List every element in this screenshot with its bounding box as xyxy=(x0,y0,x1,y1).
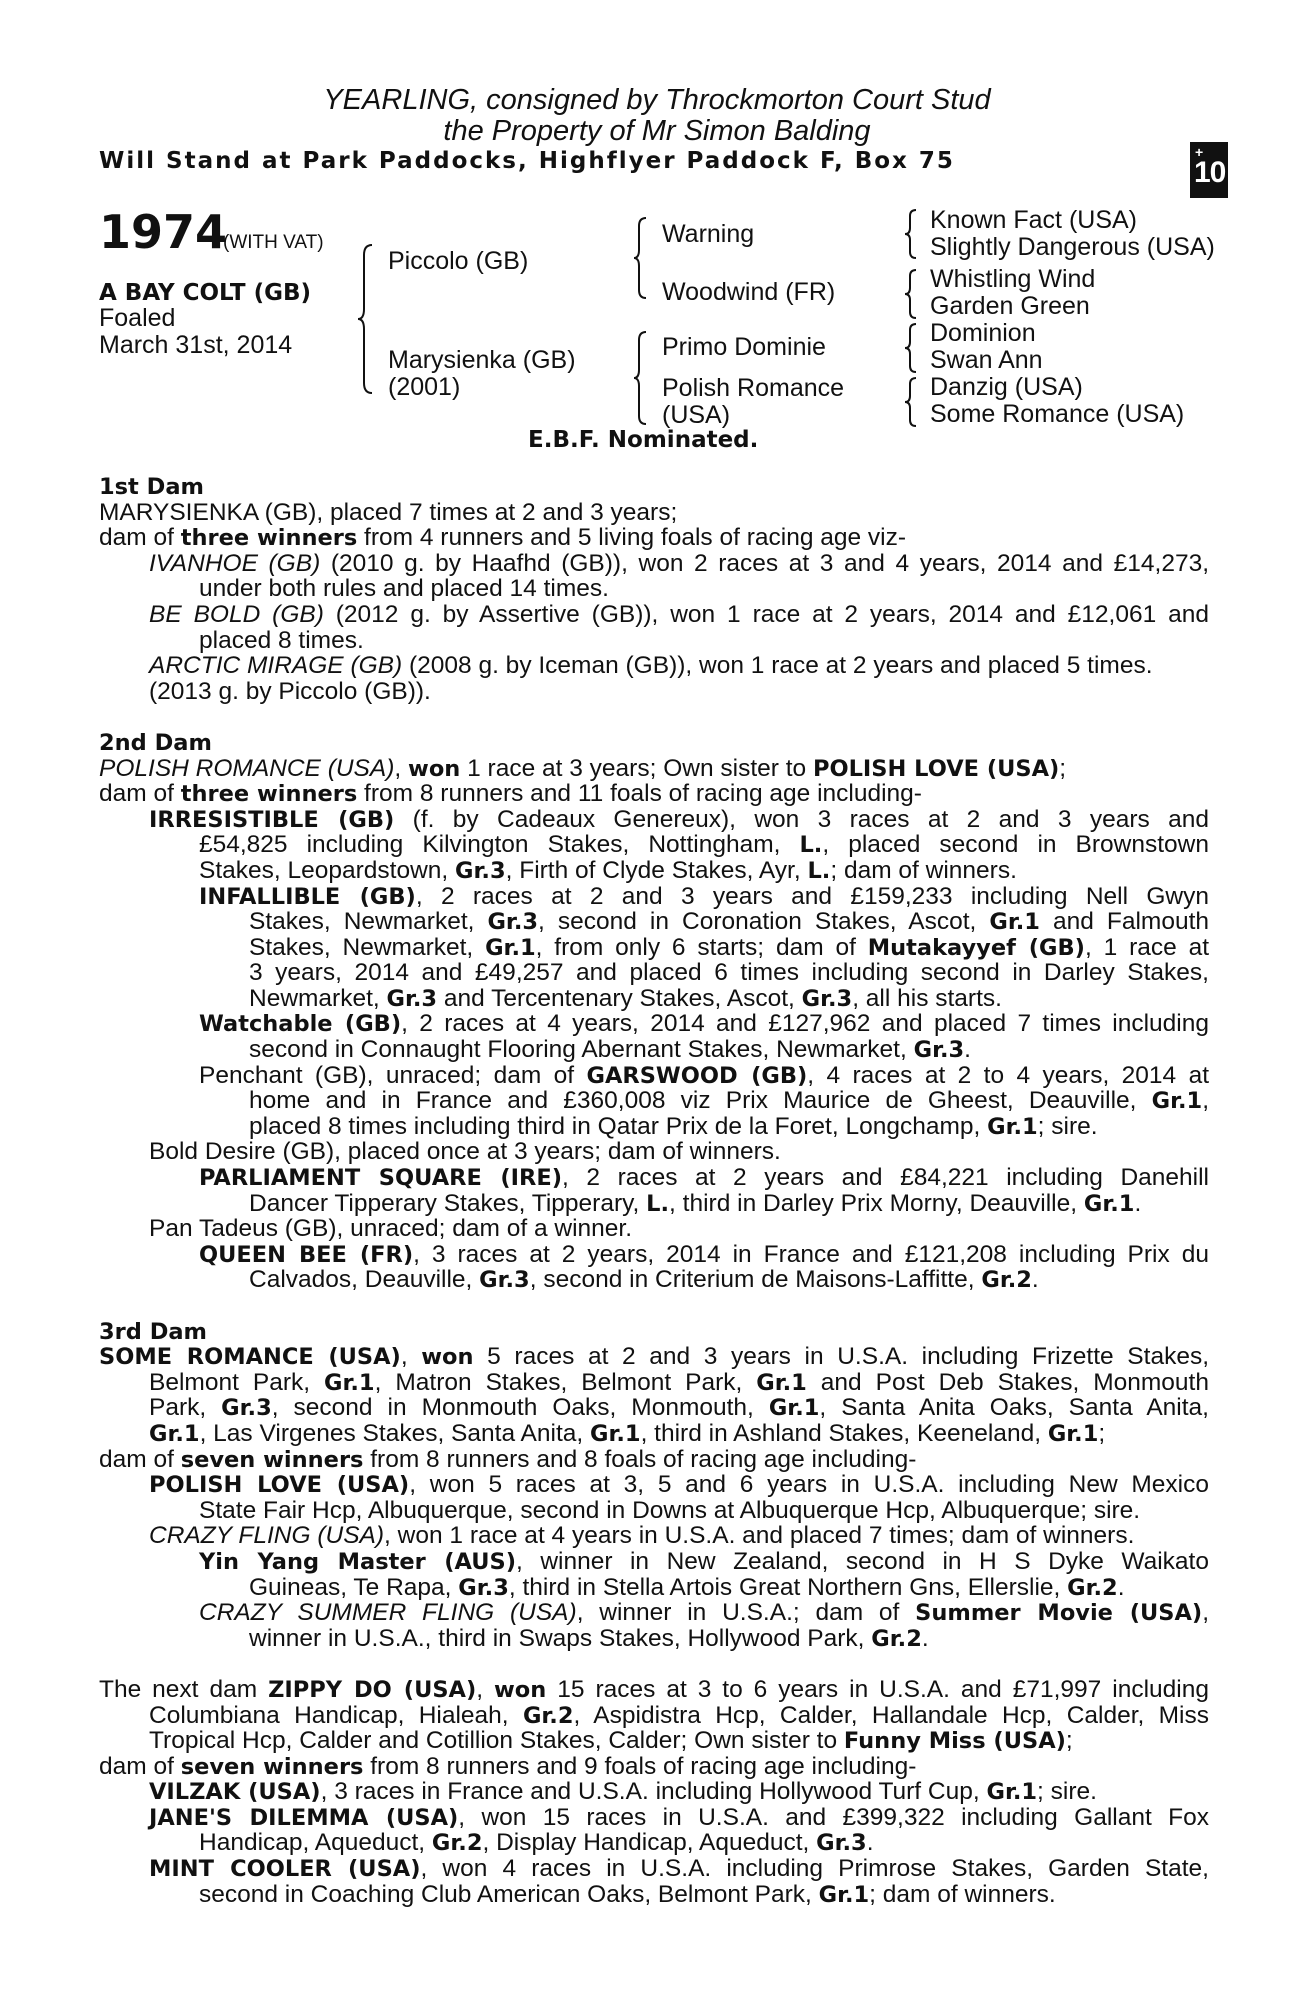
pedigree-line xyxy=(99,1191,1209,1217)
line-text: , xyxy=(1202,1087,1209,1115)
ss-sire: Known Fact (USA) xyxy=(930,206,1138,234)
line-text: , won 15 races in U.S.A. and £399,322 including Gallant Fox xyxy=(458,1803,1209,1831)
dam-dam-country: (USA) xyxy=(662,401,731,429)
pedigree-line xyxy=(99,1344,1209,1370)
dam: Marysienka (GB) xyxy=(388,346,576,374)
ds-bracket-icon xyxy=(905,322,921,374)
pedigree-line xyxy=(99,474,1209,500)
line-text: , 2 races at 4 years, 2014 and £127,962 and placed 7 times including xyxy=(401,1010,1209,1038)
line-text: . xyxy=(1031,1266,1039,1294)
bold-text: Gr.3 xyxy=(913,1037,965,1064)
line-text: ; dam of winners. xyxy=(830,856,1017,884)
bold-text: Gr.3 xyxy=(487,909,539,936)
sire-dam-bracket-icon xyxy=(358,243,378,395)
pedigree-line xyxy=(99,909,1209,935)
line-text: , won 4 races in U.S.A. including Primrose Stakes, Garden State, xyxy=(420,1855,1209,1883)
pedigree-line xyxy=(99,986,1209,1012)
line-text: from 4 runners and 5 living foals of racing age viz- xyxy=(357,524,907,552)
line-text: Handicap, Aqueduct, xyxy=(199,1829,432,1857)
sd-bracket-icon xyxy=(905,268,921,320)
pedigree-line xyxy=(99,653,1209,679)
pedigree-notes xyxy=(99,474,1209,1907)
line-text: £54,825 including Kilvington Stakes, Nottingham, xyxy=(199,831,800,859)
italic-text: BE BOLD (GB) xyxy=(149,600,324,628)
line-text: Dancer Tipperary Stakes, Tipperary, xyxy=(249,1189,647,1217)
bold-text: Gr.3 xyxy=(386,985,438,1012)
pedigree-line xyxy=(99,1754,1209,1780)
line-text: ; xyxy=(1059,754,1067,782)
line-text: , second in Coronation Stakes, Ascot, xyxy=(538,908,990,936)
bold-text: Gr.1 xyxy=(818,1881,870,1908)
bold-text: Gr.3 xyxy=(816,1830,867,1857)
bold-text: Yin Yang Master (AUS) xyxy=(199,1548,516,1575)
pedigree-line xyxy=(99,1370,1209,1396)
sire: Piccolo (GB) xyxy=(388,247,529,275)
pedigree-line xyxy=(99,1088,1209,1114)
line-text: , xyxy=(1202,1599,1210,1627)
pedigree-line xyxy=(99,525,1209,551)
bold-text: Gr.3 xyxy=(801,985,853,1012)
pedigree-line xyxy=(99,1856,1209,1882)
line-text: Penchant (GB), unraced; dam of xyxy=(199,1061,587,1089)
line-text: , winner in U.S.A.; dam of xyxy=(576,1599,916,1627)
bold-text: three winners xyxy=(180,781,358,808)
pedigree-line xyxy=(99,500,1209,526)
line-text: Guineas, Te Rapa, xyxy=(249,1573,459,1601)
line-text: , won 1 race at 4 years in U.S.A. and placed 7 times; dam of winners. xyxy=(384,1522,1135,1550)
ds-sire: Dominion xyxy=(930,319,1036,347)
pedigree-line xyxy=(99,1011,1209,1037)
line-text: , 2 races at 2 and 3 years and £159,233 including Nell Gwyn xyxy=(415,882,1210,910)
line-text: dam of xyxy=(99,524,181,552)
badge-plus: + xyxy=(1195,144,1204,160)
bold-text: Watchable (GB) xyxy=(199,1011,402,1038)
line-text: dam of xyxy=(99,1445,181,1473)
bold-text: INFALLIBLE (GB) xyxy=(199,883,416,910)
pedigree-line xyxy=(99,1242,1209,1268)
pedigree-line xyxy=(99,756,1209,782)
bold-text: Gr.1 xyxy=(1083,1190,1135,1217)
pedigree-line xyxy=(99,1600,1209,1626)
line-text: Tropical Hcp, Calder and Cotillion Stakes, Calder; Own sister to xyxy=(149,1727,844,1755)
bold-text: seven winners xyxy=(180,1753,364,1780)
line-text: from 8 runners and 8 foals of racing age including- xyxy=(363,1445,917,1473)
line-text: , second in Criterium de Maisons-Laffitte, xyxy=(529,1266,982,1294)
sd-dam: Garden Green xyxy=(930,292,1090,320)
lot-description: A BAY COLT (GB) xyxy=(99,280,312,306)
line-text: , placed second in Brownstown xyxy=(822,831,1210,859)
pedigree-line xyxy=(99,730,1209,756)
sd-sire: Whistling Wind xyxy=(930,265,1096,293)
line-text: , all his starts. xyxy=(852,984,1002,1012)
line-text: 1 race at 3 years; Own sister to xyxy=(460,754,813,782)
bold-text: Gr.1 xyxy=(989,909,1040,936)
line-text: , third in Stella Artois Great Northern Gns, Ellerslie, xyxy=(508,1573,1068,1601)
bold-text: three winners xyxy=(180,525,358,552)
owner-line: the Property of Mr Simon Balding xyxy=(443,115,871,147)
pedigree-line xyxy=(99,551,1209,577)
pedigree-line xyxy=(99,884,1209,910)
bold-text: L. xyxy=(646,1190,670,1217)
bold-text: PARLIAMENT SQUARE (IRE) xyxy=(199,1165,563,1192)
line-text: (f. by Cadeaux Genereux), won 3 races at 2 and 3 years and xyxy=(394,805,1209,833)
line-text: , Aspidistra Hcp, Calder, Hallandale Hcp, Calder, Miss xyxy=(573,1701,1209,1729)
bold-text: Gr.2 xyxy=(1067,1574,1118,1601)
bold-text: ZIPPY DO (USA) xyxy=(268,1676,477,1703)
bold-text: seven winners xyxy=(180,1446,364,1473)
pedigree-line xyxy=(99,1830,1209,1856)
line-text: , second in Monmouth Oaks, Monmouth, xyxy=(271,1394,769,1422)
pedigree-line xyxy=(99,858,1209,884)
line-text: The next dam xyxy=(99,1675,269,1703)
bold-text: won xyxy=(421,1344,474,1371)
line-text: (2008 g. by Iceman (GB)), won 1 race at 2 years and placed 5 times. xyxy=(402,652,1153,680)
bold-text: IRRESISTIBLE (GB) xyxy=(149,806,395,833)
bold-text: Gr.1 xyxy=(986,1779,1038,1806)
pedigree-line xyxy=(99,1447,1209,1473)
pedigree-line xyxy=(99,679,1209,705)
pedigree-line xyxy=(99,960,1209,986)
line-text: . xyxy=(866,1829,874,1857)
line-text: . xyxy=(964,1036,971,1064)
pedigree-line xyxy=(99,1498,1209,1524)
bold-text: VILZAK (USA) xyxy=(149,1779,321,1806)
line-text: , 2 races at 2 years and £84,221 including Danehill xyxy=(562,1164,1210,1192)
lot-number: 1974 xyxy=(99,205,228,259)
pedigree-line xyxy=(99,1626,1209,1652)
line-text: (2010 g. by Haafhd (GB)), won 2 races at 3 and 4 years, 2014 and £14,273, xyxy=(320,549,1209,577)
line-text: Belmont Park, xyxy=(149,1368,325,1396)
bold-text: Gr.1 xyxy=(756,1369,807,1396)
pedigree-line xyxy=(99,1165,1209,1191)
line-text: MARYSIENKA (GB), placed 7 times at 2 and 3 years; xyxy=(99,498,678,526)
vat-note: (WITH VAT) xyxy=(223,232,324,253)
pedigree-line xyxy=(99,1063,1209,1089)
line-text: , winner in New Zealand, second in H S Dyke Waikato xyxy=(516,1547,1209,1575)
spacer xyxy=(99,704,1209,730)
line-text: , third in Ashland Stakes, Keeneland, xyxy=(640,1419,1048,1447)
spacer xyxy=(99,1651,1209,1677)
line-text: and Tercentenary Stakes, Ascot, xyxy=(437,984,802,1012)
bold-text: Gr.1 xyxy=(485,934,536,961)
pedigree-line xyxy=(99,628,1209,654)
sire-sire: Warning xyxy=(662,220,755,248)
bold-text: JANE'S DILEMMA (USA) xyxy=(149,1804,459,1831)
pedigree-line xyxy=(99,1037,1209,1063)
pedigree-line xyxy=(99,1139,1209,1165)
pedigree-line xyxy=(99,1805,1209,1831)
dd-sire: Danzig (USA) xyxy=(930,373,1083,401)
line-text: , Las Virgenes Stakes, Santa Anita, xyxy=(199,1419,590,1447)
bold-text: Gr.1 xyxy=(768,1395,820,1422)
line-text: Stakes, Newmarket, xyxy=(249,908,488,936)
bold-text: won xyxy=(494,1676,547,1703)
bold-text: Gr.2 xyxy=(522,1702,574,1729)
line-text: and Falmouth xyxy=(1039,908,1209,936)
line-text: (2013 g. by Piccolo (GB)). xyxy=(149,677,431,705)
bold-text: SOME ROMANCE (USA) xyxy=(99,1344,401,1371)
line-text: dam of xyxy=(99,780,181,808)
line-text: dam of xyxy=(99,1752,181,1780)
consignor-line: YEARLING, consigned by Throckmorton Court Stud xyxy=(323,84,991,116)
line-text: 3 years, 2014 and £49,257 and placed 6 times including second in Darley Stakes, xyxy=(249,959,1209,987)
lot-badge-icon xyxy=(1190,142,1228,198)
bold-text: Gr.3 xyxy=(221,1395,272,1422)
line-text: ; xyxy=(1098,1419,1106,1447)
dam-year: (2001) xyxy=(388,373,461,401)
line-text: , third in Darley Prix Morny, Deauville, xyxy=(669,1189,1084,1217)
bold-text: won xyxy=(408,755,461,782)
line-text: second in Connaught Flooring Abernant Stakes, Newmarket, xyxy=(249,1036,914,1064)
line-text: from 8 runners and 11 foals of racing age including- xyxy=(357,780,922,808)
line-text: , xyxy=(394,754,409,782)
line-text: 5 races at 2 and 3 years in U.S.A. including Frizette Stakes, xyxy=(473,1343,1209,1371)
pedigree-line xyxy=(99,1575,1209,1601)
stand-location: Will Stand at Park Paddocks, Highflyer Paddock F, Box 75 xyxy=(99,148,955,174)
pedigree-line xyxy=(99,1421,1209,1447)
line-text: , Firth of Clyde Stakes, Ayr, xyxy=(505,856,808,884)
bold-text: Gr.1 xyxy=(324,1369,375,1396)
bold-text: 3rd Dam xyxy=(99,1318,207,1345)
line-text: . xyxy=(1134,1189,1142,1217)
line-text: , xyxy=(400,1343,422,1371)
bold-text: QUEEN BEE (FR) xyxy=(199,1241,414,1268)
line-text: , won 5 races at 3, 5 and 6 years in U.S.A. including New Mexico xyxy=(409,1471,1209,1499)
pedigree-line xyxy=(99,781,1209,807)
spacer xyxy=(99,1293,1209,1319)
line-text: , Display Handicap, Aqueduct, xyxy=(482,1829,817,1857)
ebf-nomination: E.B.F. Nominated. xyxy=(528,427,759,453)
line-text: ; sire. xyxy=(1037,1112,1098,1140)
line-text: ; xyxy=(1065,1727,1073,1755)
bold-text: Gr.1 xyxy=(149,1420,200,1447)
foaled-label: Foaled xyxy=(99,304,176,332)
pedigree-line xyxy=(99,1677,1209,1703)
pedigree-line xyxy=(99,1216,1209,1242)
line-text: Stakes, Leopardstown, xyxy=(199,856,456,884)
pedigree-line xyxy=(99,1779,1209,1805)
pedigree-line xyxy=(99,576,1209,602)
pedigree-line xyxy=(99,1319,1209,1345)
line-text: under both rules and placed 14 times. xyxy=(199,575,609,603)
pedigree-line xyxy=(99,1549,1209,1575)
bold-text: Gr.1 xyxy=(1047,1420,1099,1447)
line-text: , Santa Anita Oaks, Santa Anita, xyxy=(819,1394,1209,1422)
bold-text: Gr.3 xyxy=(479,1267,530,1294)
dam-dam: Polish Romance xyxy=(662,374,845,402)
line-text: from 8 runners and 9 foals of racing age including- xyxy=(363,1752,917,1780)
bold-text: Gr.2 xyxy=(431,1830,483,1857)
line-text: Park, xyxy=(149,1394,222,1422)
line-text: ; sire. xyxy=(1037,1778,1097,1806)
pedigree-line xyxy=(99,1882,1209,1908)
line-text: home and in France and £360,008 viz Prix Maurice de Gheest, Deauville, xyxy=(249,1087,1152,1115)
pedigree-line xyxy=(99,1472,1209,1498)
bold-text: 2nd Dam xyxy=(99,729,212,756)
sire-parents-bracket-icon xyxy=(634,216,652,300)
line-text: placed 8 times. xyxy=(199,626,364,654)
line-text: , 4 races at 2 to 4 years, 2014 at xyxy=(807,1061,1209,1089)
line-text: , 1 race at xyxy=(1084,933,1210,961)
line-text: 15 races at 3 to 6 years in U.S.A. and £71,997 including xyxy=(546,1675,1209,1703)
pedigree-line xyxy=(99,935,1209,961)
pedigree-line xyxy=(99,1114,1209,1140)
line-text: second in Coaching Club American Oaks, Belmont Park, xyxy=(199,1880,819,1908)
ss-bracket-icon xyxy=(905,208,921,260)
pedigree-line xyxy=(99,1728,1209,1754)
line-text: Columbiana Handicap, Hialeah, xyxy=(149,1701,523,1729)
pedigree-line xyxy=(99,602,1209,628)
bold-text: Gr.1 xyxy=(987,1113,1038,1140)
pedigree-line xyxy=(99,832,1209,858)
line-text: , 3 races at 2 years, 2014 in France and £121,208 including Prix du xyxy=(413,1240,1209,1268)
bold-text: Gr.3 xyxy=(455,857,506,884)
line-text: State Fair Hcp, Albuquerque, second in Downs at Albuquerque Hcp, Albuquerque; sire. xyxy=(199,1496,1141,1524)
bold-text: Gr.3 xyxy=(458,1574,509,1601)
dd-bracket-icon xyxy=(905,376,921,428)
bold-text: 1st Dam xyxy=(99,474,204,500)
bold-text: POLISH LOVE (USA) xyxy=(812,755,1060,782)
bold-text: Gr.1 xyxy=(590,1420,641,1447)
sire-dam: Woodwind (FR) xyxy=(662,278,836,306)
line-text: and Post Deb Stakes, Monmouth xyxy=(806,1368,1209,1396)
bold-text: MINT COOLER (USA) xyxy=(149,1856,421,1883)
bold-text: Funny Miss (USA) xyxy=(843,1728,1066,1755)
line-text: Stakes, Newmarket, xyxy=(249,933,486,961)
bold-text: Gr.1 xyxy=(1151,1088,1203,1115)
line-text: winner in U.S.A., third in Swaps Stakes, Hollywood Park, xyxy=(249,1624,872,1652)
dam-sire: Primo Dominie xyxy=(662,333,826,361)
line-text: (2012 g. by Assertive (GB)), won 1 race at 2 years, 2014 and £12,061 and xyxy=(323,600,1209,628)
italic-text: IVANHOE (GB) xyxy=(149,549,321,577)
italic-text: ARCTIC MIRAGE (GB) xyxy=(149,652,403,680)
line-text: . xyxy=(921,1624,929,1652)
ss-dam: Slightly Dangerous (USA) xyxy=(930,233,1215,261)
pedigree-line xyxy=(99,807,1209,833)
italic-text: CRAZY FLING (USA) xyxy=(149,1522,385,1550)
line-text: Pan Tadeus (GB), unraced; dam of a winner. xyxy=(149,1215,633,1243)
badge-number: 10 xyxy=(1194,156,1226,189)
line-text: . xyxy=(1117,1573,1125,1601)
bold-text: POLISH LOVE (USA) xyxy=(149,1472,410,1499)
line-text: ; dam of winners. xyxy=(869,1880,1056,1908)
line-text: , xyxy=(476,1675,495,1703)
bold-text: L. xyxy=(807,857,831,884)
bold-text: Mutakayyef (GB) xyxy=(867,934,1085,961)
line-text: placed 8 times including third in Qatar Prix de la Foret, Longchamp, xyxy=(249,1112,988,1140)
bold-text: GARSWOOD (GB) xyxy=(586,1062,808,1089)
line-text: Bold Desire (GB), placed once at 3 years; dam of winners. xyxy=(149,1138,781,1166)
line-text: , 3 races in France and U.S.A. including Hollywood Turf Cup, xyxy=(320,1778,987,1806)
italic-text: CRAZY SUMMER FLING (USA) xyxy=(199,1599,577,1627)
ds-dam: Swan Ann xyxy=(930,346,1043,374)
line-text: Newmarket, xyxy=(249,984,387,1012)
bold-text: Summer Movie (USA) xyxy=(915,1600,1203,1627)
line-text: , from only 6 starts; dam of xyxy=(535,933,868,961)
pedigree-line xyxy=(99,1395,1209,1421)
dam-parents-bracket-icon xyxy=(634,330,652,426)
foaled-date: March 31st, 2014 xyxy=(99,331,293,359)
pedigree-line xyxy=(99,1703,1209,1729)
pedigree-line xyxy=(99,1523,1209,1549)
italic-text: POLISH ROMANCE (USA) xyxy=(99,754,395,782)
bold-text: Gr.2 xyxy=(981,1267,1032,1294)
line-text: Calvados, Deauville, xyxy=(249,1266,480,1294)
pedigree-line xyxy=(99,1267,1209,1293)
bold-text: Gr.2 xyxy=(871,1625,922,1652)
line-text: , Matron Stakes, Belmont Park, xyxy=(374,1368,757,1396)
dd-dam: Some Romance (USA) xyxy=(930,400,1185,428)
bold-text: L. xyxy=(799,832,823,859)
